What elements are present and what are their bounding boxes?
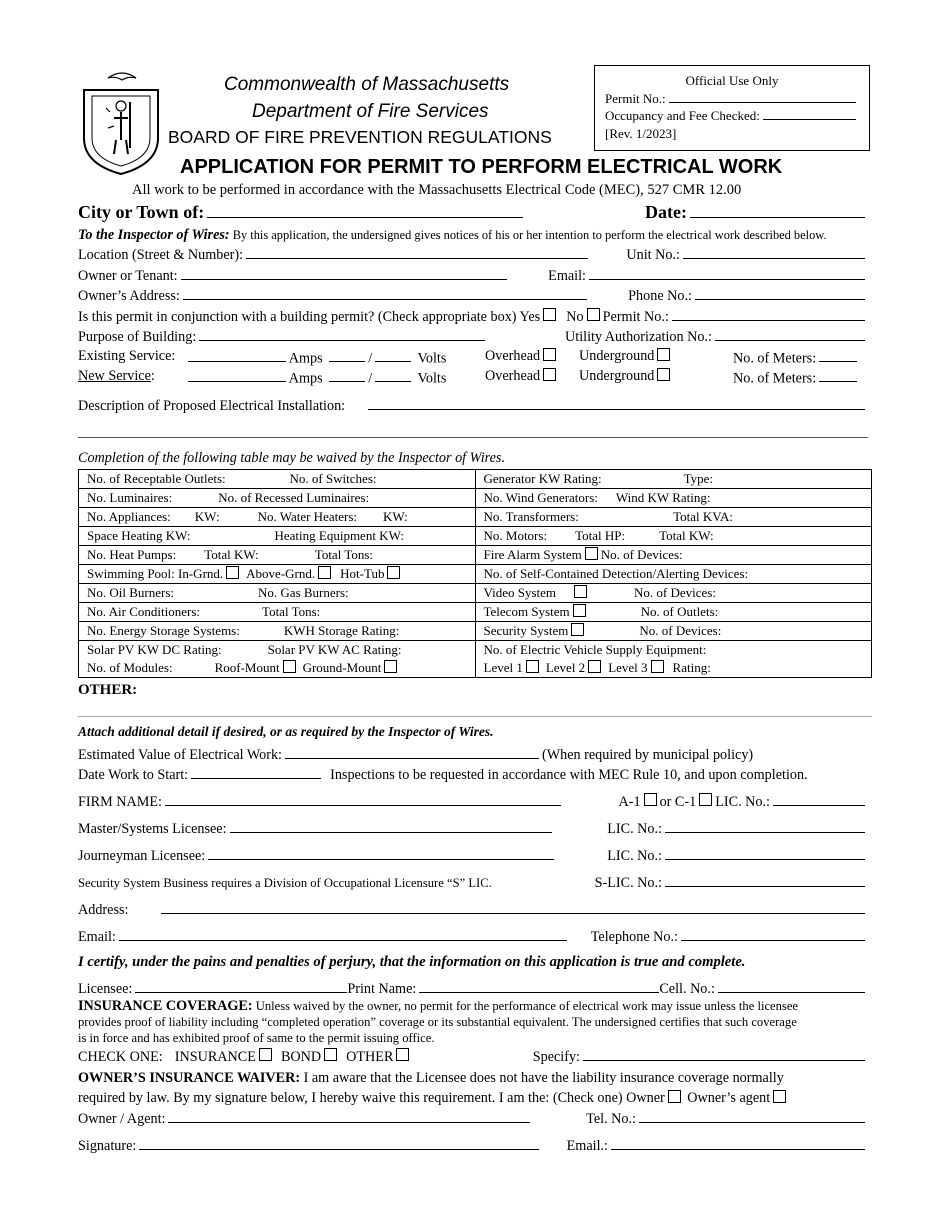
insurance-checkbox[interactable] bbox=[259, 1048, 272, 1061]
motors-total-kw-label: Total KW: bbox=[659, 528, 714, 543]
ground-mount-label: Ground-Mount bbox=[302, 660, 382, 675]
utility-field[interactable] bbox=[715, 327, 865, 341]
existing-underground-checkbox[interactable] bbox=[657, 348, 670, 361]
water-heaters-kw-label: KW: bbox=[383, 509, 408, 524]
ev-equipment-label: No. of Electric Vehicle Supply Equipment: bbox=[483, 642, 707, 657]
wind-generators-label: No. Wind Generators: bbox=[483, 490, 598, 505]
revision-label: [Rev. 1/2023] bbox=[605, 126, 677, 141]
cell-field[interactable] bbox=[718, 979, 865, 993]
owner-address-field[interactable] bbox=[183, 286, 587, 300]
city-field[interactable] bbox=[207, 200, 523, 218]
address-field[interactable] bbox=[161, 900, 865, 914]
existing-meters-field[interactable] bbox=[819, 348, 857, 362]
existing-volts-field-1[interactable] bbox=[329, 348, 365, 362]
security-note: Security System Business requires a Division of Occupational Licensure “S” LIC. bbox=[78, 876, 492, 891]
level-1-label: Level 1 bbox=[483, 660, 523, 675]
owner-agent-label: Owner / Agent: bbox=[78, 1111, 166, 1128]
purpose-label: Purpose of Building: bbox=[78, 329, 197, 346]
level-2-checkbox[interactable] bbox=[588, 660, 601, 673]
recessed-luminaires-label: No. of Recessed Luminaires: bbox=[218, 490, 370, 505]
description-label: Description of Proposed Electrical Installation: bbox=[78, 398, 346, 415]
insurance-text-1: Unless waived by the owner, no permit for the performance of electrical work may issue unless the licensee bbox=[255, 999, 799, 1013]
new-volts-field-2[interactable] bbox=[375, 368, 411, 382]
appliances-kw-label: KW: bbox=[194, 509, 220, 524]
heat-pumps-kw-label: Total KW: bbox=[204, 547, 259, 562]
self-contained-devices-label: No. of Self-Contained Detection/Alerting Devices: bbox=[483, 566, 749, 581]
level-3-checkbox[interactable] bbox=[651, 660, 664, 673]
description-field[interactable] bbox=[368, 396, 865, 410]
solar-ac-label: Solar PV KW AC Rating: bbox=[267, 642, 402, 657]
address-label: Address: bbox=[78, 902, 129, 919]
existing-service-label: Existing Service: bbox=[78, 348, 176, 364]
estimated-field[interactable] bbox=[285, 745, 539, 759]
table-row bbox=[79, 527, 872, 546]
ac-total-tons-label: Total Tons: bbox=[262, 604, 321, 619]
security-system-checkbox[interactable] bbox=[571, 623, 584, 636]
generator-kw-label: Generator KW Rating: bbox=[483, 471, 602, 486]
existing-slash: / bbox=[368, 350, 373, 367]
attach-note: Attach additional detail if desired, or as required by the Inspector of Wires. bbox=[78, 724, 494, 739]
existing-volts-field-2[interactable] bbox=[375, 348, 411, 362]
new-service-colon: : bbox=[150, 368, 155, 384]
official-occupancy-field[interactable] bbox=[763, 107, 856, 120]
roof-mount-checkbox[interactable] bbox=[283, 660, 296, 673]
waiver-text-2: required by law. By my signature below, I hereby waive this requirement. I am the: (Check one) Owner bbox=[78, 1090, 665, 1106]
kwh-storage-label: KWH Storage Rating: bbox=[283, 623, 400, 638]
estimated-note: (When required by municipal policy) bbox=[541, 747, 754, 764]
new-overhead-checkbox[interactable] bbox=[543, 368, 556, 381]
journeyman-label: Journeyman Licensee: bbox=[78, 848, 206, 865]
existing-overhead-checkbox[interactable] bbox=[543, 348, 556, 361]
master-field[interactable] bbox=[230, 819, 552, 833]
insurance-option-label: INSURANCE bbox=[174, 1049, 256, 1066]
check-one-label: CHECK ONE: bbox=[78, 1049, 163, 1066]
fire-alarm-devices-label: No. of Devices: bbox=[600, 547, 683, 562]
location-field[interactable] bbox=[246, 245, 588, 259]
wind-kw-label: Wind KW Rating: bbox=[615, 490, 711, 505]
new-amps-label: Amps bbox=[288, 370, 323, 387]
space-heating-label: Space Heating KW: bbox=[87, 528, 191, 543]
journeyman-lic-label: LIC. No.: bbox=[607, 848, 662, 865]
new-meters-label: No. of Meters: bbox=[733, 370, 817, 387]
electrical-details-table bbox=[78, 469, 872, 678]
form-subtitle: All work to be performed in accordance with the Massachusetts Electrical Code (MEC), 527 CMR 12.00 bbox=[132, 182, 742, 198]
journeyman-field[interactable] bbox=[208, 846, 554, 860]
pool-inground-label: Swimming Pool: In-Grnd. bbox=[87, 566, 224, 581]
master-lic-field[interactable] bbox=[665, 819, 865, 833]
table-row bbox=[79, 470, 872, 489]
owner-waiver-paragraph bbox=[78, 1068, 874, 1108]
print-name-label: Print Name: bbox=[347, 981, 417, 998]
tel-label: Tel. No.: bbox=[586, 1111, 636, 1128]
email2-field[interactable] bbox=[611, 1136, 865, 1150]
new-underground-checkbox[interactable] bbox=[657, 368, 670, 381]
date-start-field[interactable] bbox=[191, 765, 321, 779]
total-kva-label: Total KVA: bbox=[673, 509, 733, 524]
official-use-box bbox=[594, 65, 870, 151]
owners-agent-label: Owner’s agent bbox=[687, 1090, 771, 1106]
form-title: APPLICATION FOR PERMIT TO PERFORM ELECTRICAL WORK bbox=[180, 156, 783, 178]
existing-volts-label: Volts bbox=[417, 350, 447, 367]
licensee-label: Licensee: bbox=[78, 981, 133, 998]
firm-email-label: Email: bbox=[78, 929, 116, 946]
existing-overhead-label: Overhead bbox=[485, 348, 541, 364]
massachusetts-seal-logo bbox=[78, 68, 164, 176]
conjunction-label: Is this permit in conjunction with a building permit? (Check appropriate box) Yes bbox=[78, 309, 541, 326]
firm-label: FIRM NAME: bbox=[78, 794, 162, 811]
existing-underground-label: Underground bbox=[579, 348, 655, 364]
insurance-coverage-paragraph bbox=[78, 998, 874, 1046]
existing-amps-label: Amps bbox=[288, 350, 323, 367]
telecom-system-checkbox[interactable] bbox=[573, 604, 586, 617]
video-system-label: Video System bbox=[483, 585, 557, 600]
table-row bbox=[79, 603, 872, 622]
appliances-label: No. Appliances: bbox=[87, 509, 171, 524]
description-field-line-2[interactable] bbox=[78, 437, 868, 438]
pool-aboveground-checkbox[interactable] bbox=[318, 566, 331, 579]
c1-label: or C-1 bbox=[659, 794, 697, 811]
owners-agent-checkbox[interactable] bbox=[773, 1090, 786, 1103]
table-row bbox=[79, 508, 872, 527]
table-row bbox=[79, 546, 872, 565]
generator-type-label: Type: bbox=[683, 471, 713, 486]
building-permit-no-checkbox[interactable] bbox=[587, 308, 600, 321]
air-conditioners-label: No. Air Conditioners: bbox=[87, 604, 201, 619]
official-use-title: Official Use Only bbox=[685, 73, 779, 88]
owner-checkbox[interactable] bbox=[668, 1090, 681, 1103]
security-system-label: Security System bbox=[483, 623, 569, 638]
phone-label: Phone No.: bbox=[628, 288, 692, 305]
other-option-label: OTHER bbox=[346, 1049, 394, 1066]
firm-lic-field[interactable] bbox=[773, 792, 865, 806]
owner-field[interactable] bbox=[181, 266, 507, 280]
owner-address-label: Owner’s Address: bbox=[78, 288, 180, 305]
level-2-label: Level 2 bbox=[545, 660, 586, 675]
new-overhead-label: Overhead bbox=[485, 368, 541, 384]
new-volts-label: Volts bbox=[417, 370, 447, 387]
level-3-label: Level 3 bbox=[608, 660, 648, 675]
new-meters-field[interactable] bbox=[819, 368, 857, 382]
gas-burners-label: No. Gas Burners: bbox=[258, 585, 349, 600]
date-field[interactable] bbox=[690, 200, 865, 218]
header-commonwealth: Commonwealth of Massachusetts bbox=[224, 74, 510, 95]
city-label: City or Town of: bbox=[78, 202, 205, 223]
bond-checkbox[interactable] bbox=[324, 1048, 337, 1061]
signature-field[interactable] bbox=[139, 1136, 539, 1150]
waiver-text-1: I am aware that the Licensee does not have the liability insurance coverage normally bbox=[303, 1070, 784, 1086]
insurance-text-3: is in force and has exhibited proof of same to the permit issuing office. bbox=[78, 1031, 435, 1045]
header-board: BOARD OF FIRE PREVENTION REGULATIONS bbox=[168, 127, 552, 147]
table-row bbox=[79, 622, 872, 641]
a1-checkbox[interactable] bbox=[644, 793, 657, 806]
new-slash: / bbox=[368, 370, 373, 387]
heating-equipment-label: Heating Equipment KW: bbox=[274, 528, 404, 543]
pool-inground-checkbox[interactable] bbox=[226, 566, 239, 579]
phone-field[interactable] bbox=[695, 286, 865, 300]
new-amps-field[interactable] bbox=[188, 368, 286, 382]
email2-label: Email.: bbox=[566, 1138, 608, 1155]
transformers-label: No. Transformers: bbox=[483, 509, 579, 524]
fire-alarm-checkbox[interactable] bbox=[585, 547, 598, 560]
date-start-label: Date Work to Start: bbox=[78, 767, 189, 784]
oil-burners-label: No. Oil Burners: bbox=[87, 585, 175, 600]
official-permit-label: Permit No.: bbox=[605, 91, 666, 107]
receptacle-outlets-label: No. of Receptable Outlets: bbox=[87, 471, 226, 486]
roof-mount-label: Roof-Mount bbox=[214, 660, 280, 675]
firm-field[interactable] bbox=[165, 792, 561, 806]
switches-label: No. of Switches: bbox=[289, 471, 377, 486]
c1-checkbox[interactable] bbox=[699, 793, 712, 806]
ground-mount-checkbox[interactable] bbox=[384, 660, 397, 673]
modules-label: No. of Modules: bbox=[87, 660, 173, 675]
video-devices-label: No. of Devices: bbox=[634, 585, 716, 600]
hot-tub-checkbox[interactable] bbox=[387, 566, 400, 579]
telephone-field[interactable] bbox=[681, 927, 865, 941]
insurance-lead: INSURANCE COVERAGE: bbox=[78, 998, 253, 1014]
other-field[interactable] bbox=[78, 716, 872, 717]
slic-field[interactable] bbox=[665, 873, 865, 887]
inspector-lead: To the Inspector of Wires: bbox=[78, 227, 230, 243]
official-occupancy-label: Occupancy and Fee Checked: bbox=[605, 108, 760, 124]
print-name-field[interactable] bbox=[419, 979, 659, 993]
firm-email-field[interactable] bbox=[119, 927, 567, 941]
utility-label: Utility Authorization No.: bbox=[565, 329, 712, 346]
table-row bbox=[79, 584, 872, 603]
licensee-signature-field[interactable] bbox=[135, 979, 347, 993]
new-service-label: New Service bbox=[78, 368, 151, 384]
cell-label: Cell. No.: bbox=[659, 981, 715, 998]
pool-aboveground-label: Above-Grnd. bbox=[246, 566, 316, 581]
specify-field[interactable] bbox=[583, 1047, 865, 1061]
specify-label: Specify: bbox=[532, 1049, 580, 1066]
table-row bbox=[79, 565, 872, 584]
solar-dc-label: Solar PV KW DC Rating: bbox=[87, 642, 222, 657]
journeyman-lic-field[interactable] bbox=[665, 846, 865, 860]
unit-label: Unit No.: bbox=[626, 247, 680, 264]
bond-option-label: BOND bbox=[280, 1049, 322, 1066]
a1-label: A-1 bbox=[618, 794, 641, 811]
heat-pumps-label: No. Heat Pumps: bbox=[87, 547, 177, 562]
master-label: Master/Systems Licensee: bbox=[78, 821, 227, 838]
signature-label: Signature: bbox=[78, 1138, 137, 1155]
security-devices-label: No. of Devices: bbox=[639, 623, 722, 638]
motors-label: No. Motors: bbox=[483, 528, 548, 543]
unit-field[interactable] bbox=[683, 245, 865, 259]
heat-pumps-tons-label: Total Tons: bbox=[314, 547, 374, 562]
ev-rating-label: Rating: bbox=[672, 660, 711, 675]
total-hp-label: Total HP: bbox=[575, 528, 626, 543]
telecom-outlets-label: No. of Outlets: bbox=[640, 604, 719, 619]
hot-tub-label: Hot-Tub bbox=[340, 566, 385, 581]
permit-no-field[interactable] bbox=[672, 307, 865, 321]
owner-label: Owner or Tenant: bbox=[78, 268, 178, 285]
estimated-label: Estimated Value of Electrical Work: bbox=[78, 747, 282, 764]
existing-amps-field[interactable] bbox=[188, 348, 286, 362]
level-1-checkbox[interactable] bbox=[526, 660, 539, 673]
video-system-checkbox[interactable] bbox=[574, 585, 587, 598]
owner-agent-field[interactable] bbox=[168, 1109, 530, 1123]
firm-lic-label: LIC. No.: bbox=[715, 794, 770, 811]
email-label: Email: bbox=[548, 268, 586, 285]
water-heaters-label: No. Water Heaters: bbox=[257, 509, 357, 524]
master-lic-label: LIC. No.: bbox=[607, 821, 662, 838]
energy-storage-label: No. Energy Storage Systems: bbox=[87, 623, 240, 638]
tel-field[interactable] bbox=[639, 1109, 865, 1123]
slic-label: S-LIC. No.: bbox=[594, 875, 662, 892]
purpose-field[interactable] bbox=[199, 327, 485, 341]
telecom-system-label: Telecom System bbox=[483, 604, 570, 619]
fire-alarm-label: Fire Alarm System bbox=[483, 547, 582, 562]
inspections-note: Inspections to be requested in accordance with MEC Rule 10, and upon completion. bbox=[330, 767, 808, 784]
waiver-lead: OWNER’S INSURANCE WAIVER: bbox=[78, 1070, 301, 1086]
other-label: OTHER: bbox=[78, 682, 138, 698]
inspector-text: By this application, the undersigned gives notices of his or her intention to perform the electrical work described below. bbox=[232, 228, 827, 242]
date-label: Date: bbox=[645, 202, 687, 223]
no-label: No bbox=[566, 309, 584, 326]
building-permit-yes-checkbox[interactable] bbox=[543, 308, 556, 321]
location-label: Location (Street & Number): bbox=[78, 247, 244, 264]
header-department: Department of Fire Services bbox=[252, 101, 489, 122]
table-row bbox=[79, 641, 872, 678]
certify-statement: I certify, under the pains and penalties of perjury, that the information on this application is true and complete. bbox=[78, 954, 746, 970]
official-permit-field[interactable] bbox=[669, 90, 856, 103]
luminaires-label: No. Luminaires: bbox=[87, 490, 173, 505]
table-caption: Completion of the following table may be waived by the Inspector of Wires. bbox=[78, 450, 506, 466]
insurance-text-2: provides proof of liability including “completed operation” coverage or its substantial equivalent. The undersigned certifies that such coverage bbox=[78, 1015, 797, 1029]
new-underground-label: Underground bbox=[579, 368, 655, 384]
email-field[interactable] bbox=[589, 266, 865, 280]
other-checkbox[interactable] bbox=[396, 1048, 409, 1061]
new-volts-field-1[interactable] bbox=[329, 368, 365, 382]
permit-no-label: Permit No.: bbox=[602, 309, 669, 326]
existing-meters-label: No. of Meters: bbox=[733, 350, 817, 367]
telephone-label: Telephone No.: bbox=[590, 929, 678, 946]
table-row bbox=[79, 489, 872, 508]
